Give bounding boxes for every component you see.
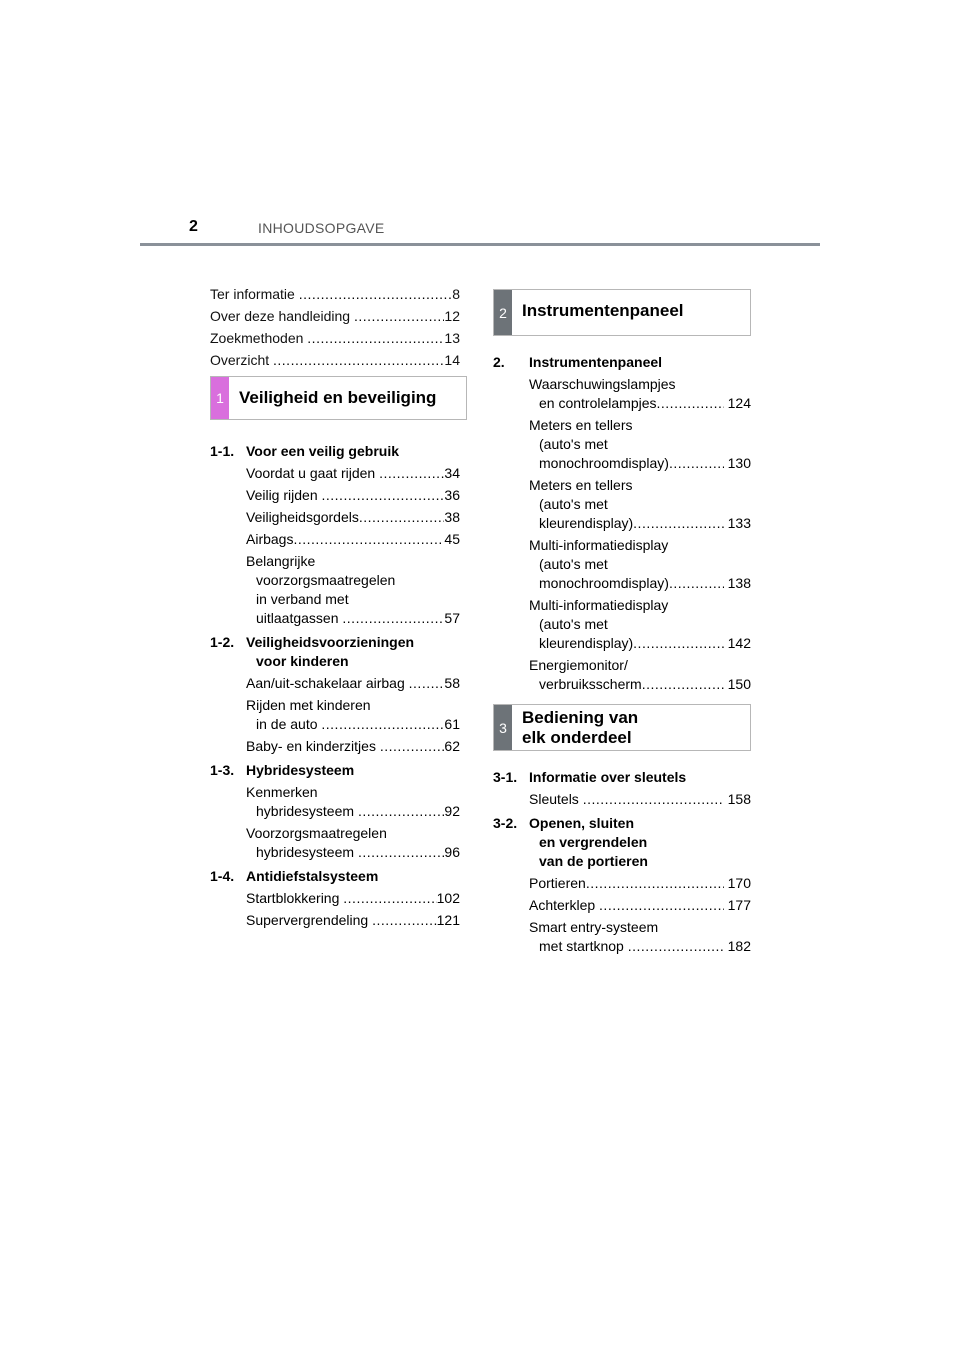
toc-entry-label: Multi-informatiedisplay [529,597,669,613]
toc-entry-label: Meters en tellers [529,417,633,433]
toc-entry-page: 138 [727,575,751,591]
toc-entry-label: Startblokkering [246,890,340,906]
toc-entry[interactable] [529,416,751,473]
toc-entry-page: 38 [444,509,460,525]
toc-entry[interactable] [529,874,751,893]
chapter-1-box[interactable] [210,376,467,420]
toc-entry-page: 170 [727,875,751,891]
toc-entry-page: 92 [444,803,460,819]
toc-entry-label: Smart entry-systeem [529,919,659,935]
toc-entry-label: en controlelampjes [539,395,657,411]
toc-entry-page: 36 [444,487,460,503]
toc-entry[interactable] [529,375,751,413]
toc-entry-label: Energiemonitor/ [529,657,628,673]
toc-entry-page: 57 [444,610,460,626]
toc-entry-label: Veilig rijden [246,487,318,503]
toc-entry[interactable] [529,536,751,593]
section-heading[interactable] [210,633,460,671]
toc-entry-label: (auto's met [539,436,608,452]
toc-entry-page: 158 [727,791,751,807]
chapter-3-title [522,708,638,748]
toc-entry-label: Airbags [246,531,294,547]
toc-entry[interactable] [529,656,751,694]
toc-entry-label: Voorzorgsmaatregelen [246,825,387,841]
toc-entry[interactable] [246,737,460,756]
page-header [140,216,820,246]
toc-entry-label: in de auto [256,716,318,732]
toc-entry-label: Rijden met kinderen [246,697,371,713]
toc-entry[interactable] [210,328,460,348]
chapter-3-box[interactable] [493,704,751,751]
toc-entry-label: hybridesysteem [256,844,355,860]
toc-entry-label: verbruiksscherm [539,676,642,692]
toc-entry-label: in verband met [256,591,349,607]
intro-list [210,284,460,370]
toc-entry-page: 34 [444,465,460,481]
toc-entry-label: Ter informatie [210,286,295,302]
section-title: voor kinderen [256,653,349,669]
section-heading[interactable] [493,353,751,372]
page-number: 2 [189,218,198,235]
toc-entry[interactable] [246,696,460,734]
toc-entry-label: uitlaatgassen [256,610,339,626]
toc-entry-label: kleurendisplay) [539,515,634,531]
section-2 [493,353,751,372]
toc-entry-label: Achterklep [529,897,596,913]
section-1-3 [210,761,460,780]
section-number: 1-2. [210,634,235,650]
toc-entry-label: kleurendisplay) [539,635,634,651]
toc-entry-label: Meters en tellers [529,477,633,493]
section-number: 1-3. [210,762,235,778]
toc-entry-page: 182 [727,938,751,954]
section-heading[interactable] [210,761,460,780]
toc-entry[interactable] [246,824,460,862]
section-3-1 [493,768,751,787]
header-title: INHOUDSOPGAVE [258,220,385,236]
toc-entry-label: Kenmerken [246,784,318,800]
toc-entry[interactable] [246,508,460,527]
section-1-1 [210,442,460,461]
toc-right-column [493,289,751,956]
toc-entry[interactable] [529,596,751,653]
toc-entry-page: 133 [727,515,751,531]
toc-entry-page: 121 [436,912,460,928]
toc-entry-label: Baby- en kinderzitjes [246,738,376,754]
toc-entry-label: Overzicht [210,352,270,368]
toc-entry-page: 102 [436,890,460,906]
section-title: van de portieren [539,853,648,869]
section-1-4 [210,867,460,886]
toc-entry-page: 142 [727,635,751,651]
toc-entry-page: 150 [727,676,751,692]
toc-entry-label: hybridesysteem [256,803,355,819]
toc-entry-label: Multi-informatiedisplay [529,537,669,553]
toc-entry[interactable] [246,783,460,821]
section-title: Instrumentenpaneel [529,354,663,370]
toc-entry[interactable] [210,306,460,326]
toc-entry-page: 130 [727,455,751,471]
section-title: Voor een veilig gebruik [246,443,400,459]
toc-entry-label: Veiligheidsgordels [246,509,359,525]
toc-entry-page: 14 [444,352,460,368]
toc-entry-label: (auto's met [539,556,608,572]
toc-entry-label: Supervergrendeling [246,912,369,928]
chapter-1-title: Veiligheid en beveiliging [239,388,437,407]
toc-entry[interactable] [210,284,460,304]
toc-entry-label: Belangrijke [246,553,316,569]
section-number: 3-2. [493,815,518,831]
section-1-2 [210,633,460,671]
section-title: Informatie over sleutels [529,769,687,785]
section-heading[interactable] [210,867,460,886]
chapter-2-box[interactable] [493,289,751,336]
toc-entry-page: 8 [452,286,460,302]
toc-entry-page: 13 [444,330,460,346]
section-number: 1-4. [210,868,235,884]
toc-entry-label: monochroomdisplay) [539,575,669,591]
toc-entry-page: 124 [727,395,751,411]
chapter-2-title: Instrumentenpaneel [522,301,684,320]
toc-entry[interactable] [529,790,751,809]
section-title: en vergrendelen [539,834,648,850]
toc-entry-label: Zoekmethoden [210,330,304,346]
toc-entry[interactable] [529,896,751,915]
toc-entry[interactable] [246,552,460,628]
toc-entry-label: voorzorgsmaatregelen [256,572,396,588]
toc-entry-page: 58 [444,675,460,691]
toc-left-column [210,284,460,930]
section-title: Antidiefstalsysteem [246,868,379,884]
toc-entry-page: 61 [444,716,460,732]
chapter-3-tab: 3 [494,705,512,750]
chapter-3-title-line: Bediening van [522,708,639,727]
section-heading[interactable] [493,814,751,871]
section-3-2 [493,814,751,871]
section-title: Hybridesysteem [246,762,355,778]
toc-entry-label: monochroomdisplay) [539,455,669,471]
chapter-2-tab: 2 [494,290,512,335]
toc-entry[interactable] [246,530,460,549]
toc-entry-page: 96 [444,844,460,860]
toc-entry-page: 45 [444,531,460,547]
section-number: 1-1. [210,443,235,459]
section-title: Openen, sluiten [529,815,635,831]
toc-entry[interactable] [246,464,460,483]
toc-entry[interactable] [210,350,460,370]
toc-entry-page: 177 [727,897,751,913]
toc-entry-label: Aan/uit-schakelaar airbag [246,675,405,691]
toc-entry[interactable] [246,889,460,908]
toc-entry-page: 62 [444,738,460,754]
toc-entry[interactable] [529,476,751,533]
toc-entry[interactable] [246,911,460,930]
header-divider [140,243,820,246]
toc-entry-label: (auto's met [539,616,608,632]
section-number: 3-1. [493,769,518,785]
section-number: 2. [493,354,505,370]
toc-entry-label: met startknop [539,938,624,954]
toc-entry[interactable] [246,486,460,505]
toc-entry[interactable] [246,674,460,693]
section-heading[interactable] [493,768,751,787]
section-heading[interactable] [210,442,460,461]
toc-entry-label: Waarschuwingslampjes [529,376,676,392]
section-title: Veiligheidsvoorzieningen [246,634,415,650]
chapter-3-title-line: elk onderdeel [522,728,632,747]
toc-entry-page: 12 [444,308,460,324]
toc-entry-label: (auto's met [539,496,608,512]
toc-entry-label: Sleutels [529,791,579,807]
chapter-1-tab: 1 [211,377,229,419]
toc-entry-label: Voordat u gaat rijden [246,465,376,481]
toc-entry[interactable] [529,918,751,956]
toc-entry-label: Portieren [529,875,586,891]
toc-entry-label: Over deze handleiding [210,308,351,324]
